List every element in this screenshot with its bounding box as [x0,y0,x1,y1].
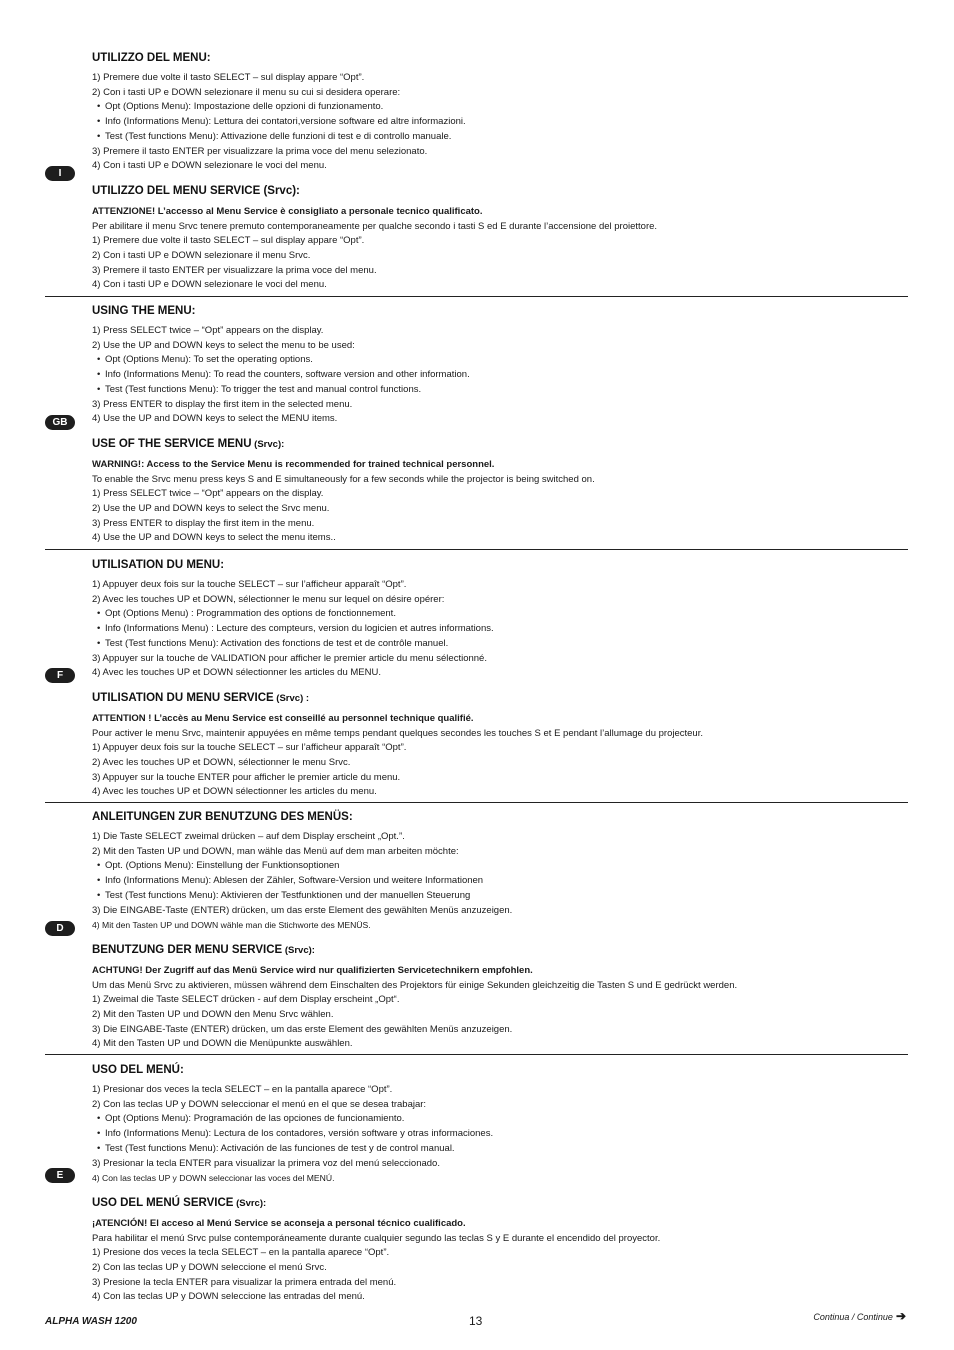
section-heading: USO DEL MENÚ: [92,1064,184,1076]
service-heading [92,691,892,706]
bullet-line: • Test (Test functions Menu): Attivazione delle funzioni di test e di controllo manuale. [92,130,892,145]
arrow-right-icon: ➔ [895,1309,906,1323]
service-heading-text: UTILISATION DU MENU SERVICE [92,691,274,704]
continue-note [813,1309,906,1323]
bullet-line: • Opt (Options Menu): Impostazione delle opzioni di funzionamento. [92,100,892,115]
bullet-line: • Test (Test functions Menu): Aktivieren der Testfunktionen und der manuellen Steuerung [92,889,892,904]
section-heading: USING THE MENU: [92,305,196,317]
service-line: 3) Press ENTER to display the first item in the menu. [92,517,315,529]
service-line: 1) Premere due volte il tasto SELECT – sul display appare “Opt”. [92,235,365,247]
menu-steps [92,1083,892,1186]
step-line: 3) Appuyer sur la touche de VALIDATION pour afficher le premier article du menu sélectionné. [92,652,487,664]
continue-text: Continua / Continue [813,1312,893,1322]
service-heading-suffix: (Srvc): [282,944,315,956]
service-line: Um das Menü Srvc zu aktivieren, müssen während dem Einschalten des Projektors für einige Sekunden gleichzeitig die Tasten S und E gedrückt werden. [92,979,738,991]
step-line: 3) Die EINGABE-Taste (ENTER) drücken, um das erste Element des gewählten Menüs anzuzeigen. [92,904,513,916]
service-heading-text: UTILIZZO DEL MENU SERVICE (Srvc): [92,184,300,197]
service-line: To enable the Srvc menu press keys S and E simultaneously for a few seconds while the projector is being switched on. [92,473,595,485]
step-line: 4) Con i tasti UP e DOWN selezionare le voci del menu. [92,160,327,172]
service-line: 1) Press SELECT twice – “Opt” appears on the display. [92,488,324,500]
section-spanish [92,1063,892,1305]
menu-steps [92,324,892,427]
step-line: 3) Premere il tasto ENTER per visualizzare la prima voce del menu selezionato. [92,145,428,157]
step-line: 4) Use the UP and DOWN keys to select the MENU items. [92,413,338,425]
section-divider [45,1054,908,1055]
service-line: 4) Avec les touches UP et DOWN sélectionner les articles du menu. [92,786,377,798]
bullet-line: • Info (Informations Menu): To read the counters, software version and other information. [92,368,892,383]
service-line: Para habilitar el menú Srvc pulse contemporáneamente durante cualquier segundo las teclas S y E durante el encendido del proyector. [92,1232,661,1244]
bullet-line: • Test (Test functions Menu): Activación de las funciones de test y de control manual. [92,1142,892,1157]
service-line: 1) Appuyer deux fois sur la touche SELECT – sur l’afficheur apparaît “Opt”. [92,742,407,754]
service-line: Pour activer le menu Srvc, maintenir appuyées en même temps pendant quelques secondes les touches S et E pendant l’allumage du projecteur. [92,727,703,739]
warning-text: WARNING!: Access to the Service Menu is recommended for trained technical personnel. [92,458,495,470]
language-badge-fr: F [45,668,75,683]
bullet-line: • Info (Informations Menu): Lettura dei contatori,versione software ed altre informazioni. [92,115,892,130]
service-line: 4) Con i tasti UP e DOWN selezionare le voci del menu. [92,279,327,291]
warning-text: ATTENTION ! L’accès au Menu Service est conseillé au personnel technique qualifié. [92,712,474,724]
language-badge-gb: GB [45,415,75,430]
page-number: 13 [469,1314,483,1328]
section-french [92,558,892,800]
section-italian [92,51,892,293]
bullet-line: • Info (Informations Menu): Lectura de los contadores, versión software y otras informaciones. [92,1127,892,1142]
bullet-line: • Opt (Options Menu): Programación de las opciones de funcionamiento. [92,1112,892,1127]
service-line: 2) Con las teclas UP y DOWN seleccione el menú Srvc. [92,1262,327,1274]
section-heading: UTILIZZO DEL MENU: [92,52,211,64]
service-line: 1) Presione dos veces la tecla SELECT – en la pantalla aparece “Opt”. [92,1247,390,1259]
section-heading: UTILISATION DU MENU: [92,559,225,571]
bullet-line: • Opt (Options Menu) : Programmation des options de fonctionnement. [92,607,892,622]
service-heading-suffix: (Srvc) : [273,692,310,704]
step-line: 2) Mit den Tasten UP und DOWN, man wähle das Menü auf dem man arbeiten möchte: [92,845,459,857]
product-name: ALPHA WASH 1200 [45,1316,137,1327]
menu-steps [92,71,892,174]
bullet-line: • Info (Informations Menu): Ablesen der Zähler, Software-Version und weitere Informationen [92,874,892,889]
section-english [92,304,892,546]
step-line: 2) Use the UP and DOWN keys to select the menu to be used: [92,339,355,351]
bullet-line: • Test (Test functions Menu): To trigger the test and manual control functions. [92,383,892,398]
warning-text: ATTENZIONE! L’accesso al Menu Service è consigliato a personale tecnico qualificato. [92,205,483,217]
language-badge-it: I [45,166,75,181]
bullet-line: • Opt (Options Menu): To set the operating options. [92,353,892,368]
section-divider [45,296,908,297]
service-line: 4) Use the UP and DOWN keys to select the menu items.. [92,532,336,544]
section-divider [45,802,908,803]
step-line: 4) Avec les touches UP et DOWN sélectionner les articles du MENU. [92,667,381,679]
service-heading-suffix: (Srvc): [251,438,285,450]
warning-text: ACHTUNG! Der Zugriff auf das Menü Service wird nur qualifizierten Servicetechnikern empfohlen. [92,964,533,976]
section-divider [45,549,908,550]
service-heading [92,943,892,958]
section-heading: ANLEITUNGEN ZUR BENUTZUNG DES MENÜS: [92,811,353,823]
service-heading [92,184,892,199]
warning-text: ¡ATENCIÓN! El acceso al Menú Service se aconseja a personal técnico cualificado. [92,1217,466,1229]
step-line: 1) Die Taste SELECT zweimal drücken – auf dem Display erscheint „Opt.”. [92,831,405,842]
step-line: 2) Con las teclas UP y DOWN seleccionar el menú en el que se desea trabajar: [92,1098,427,1110]
service-line: 3) Presione la tecla ENTER para visualizar la primera entrada del menú. [92,1276,397,1288]
step-line: 4) Con las teclas UP y DOWN seleccionar las voces del MENÚ. [92,1173,335,1184]
bullet-line: • Test (Test functions Menu): Activation des fonctions de test et de contrôle manuel. [92,637,892,652]
service-line: 2) Use the UP and DOWN keys to select the Srvc menu. [92,503,330,515]
step-line: 4) Mit den Tasten UP und DOWN wähle man die Stichworte des MENÜS. [92,920,371,931]
service-line: 4) Mit den Tasten UP und DOWN die Menüpunkte auswählen. [92,1038,353,1050]
service-heading-text: USO DEL MENÚ SERVICE [92,1196,234,1209]
service-line: 4) Con las teclas UP y DOWN seleccione las entradas del menú. [92,1291,365,1303]
language-badge-de: D [45,921,75,936]
service-line: 2) Con i tasti UP e DOWN selezionare il menu Srvc. [92,250,311,262]
bullet-line: • Info (Informations Menu) : Lecture des compteurs, version du logicien et autres informations. [92,622,892,637]
service-heading [92,1196,892,1211]
service-heading-text: USE OF THE SERVICE MENU [92,437,252,450]
step-line: 3) Presionar la tecla ENTER para visualizar la primera voz del menú seleccionado. [92,1157,440,1169]
step-line: 1) Presionar dos veces la tecla SELECT – en la pantalla aparece “Opt”. [92,1084,393,1095]
service-heading-suffix: (Svrc): [233,1197,267,1209]
menu-steps [92,578,892,681]
service-line: 3) Premere il tasto ENTER per visualizzare la prima voce del menu. [92,264,377,276]
service-line: 2) Mit den Tasten UP und DOWN den Menu Srvc wählen. [92,1009,334,1021]
service-line: 1) Zweimal die Taste SELECT drücken - auf dem Display erscheint „Opt“. [92,994,400,1006]
service-heading [92,437,892,452]
step-line: 1) Premere due volte il tasto SELECT – sul display appare “Opt”. [92,72,365,83]
menu-steps [92,830,892,933]
language-badge-es: E [45,1168,75,1183]
service-heading-text: BENUTZUNG DER MENU SERVICE [92,943,283,956]
step-line: 1) Appuyer deux fois sur la touche SELECT – sur l’afficheur apparaît “Opt”. [92,579,407,590]
service-line: 3) Die EINGABE-Taste (ENTER) drücken, um das erste Element des gewählten Menüs anzuzeigen. [92,1023,513,1035]
step-line: 3) Press ENTER to display the first item in the selected menu. [92,398,353,410]
service-line: 2) Avec les touches UP et DOWN, sélectionner le menu Srvc. [92,757,351,769]
step-line: 1) Press SELECT twice – “Opt” appears on the display. [92,325,324,336]
step-line: 2) Con i tasti UP e DOWN selezionare il menu su cui si desidera operare: [92,86,401,98]
service-line: 3) Appuyer sur la touche ENTER pour afficher le premier article du menu. [92,771,401,783]
step-line: 2) Avec les touches UP et DOWN, sélectionner le menu sur lequel on désire opérer: [92,593,445,605]
service-line: Per abilitare il menu Srvc tenere premuto contemporaneamente per qualche secondo i tasti S ed E durante l’accensione del proiettore. [92,220,658,232]
section-german [92,810,892,1052]
bullet-line: • Opt. (Options Menu): Einstellung der Funktionsoptionen [92,859,892,874]
